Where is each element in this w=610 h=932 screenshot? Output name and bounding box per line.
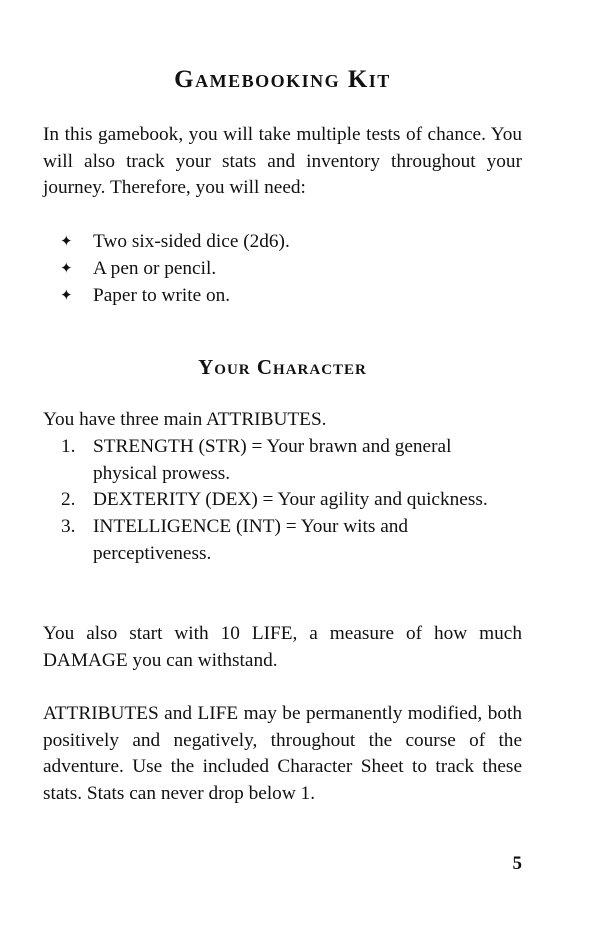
list-item-text: Two six-sided dice (2d6). [93, 231, 290, 252]
list-item-text: A pen or pencil. [93, 258, 217, 279]
list-item-text: INTELLIGENCE (INT) = Your wits and perceptiveness. [93, 516, 409, 564]
list-item-number: 1. [61, 436, 76, 457]
list-item-number: 2. [61, 489, 76, 511]
character-heading: Your Character [198, 355, 367, 379]
kit-intro-paragraph: In this gamebook, you will take multiple tests of chance. You will also track your stats and inventory throughout your journey. Therefore, you will need: [43, 124, 522, 199]
list-item [43, 282, 522, 309]
life-paragraph: You also start with 10 LIFE, a measure of how much DAMAGE you can withstand. [43, 623, 522, 671]
four-pointed-star-icon: ✦ [60, 259, 73, 277]
list-item [43, 228, 522, 255]
modify-paragraph: ATTRIBUTES and LIFE may be permanently modified, both positively and negatively, throughout the course of the adventure. Use the included Character Sheet to track these stats. Stats can never drop below 1. [43, 703, 522, 805]
list-item [43, 434, 493, 487]
list-item-text: STRENGTH (STR) = Your brawn and general physical prowess. [93, 436, 452, 484]
kit-heading: Gamebooking Kit [174, 66, 391, 93]
attributes-list [43, 434, 522, 568]
page-number: 5 [512, 853, 522, 874]
list-item [43, 255, 522, 282]
list-item [43, 514, 493, 567]
list-item-text: DEXTERITY (DEX) = Your agility and quickness. [93, 489, 488, 511]
list-item [43, 487, 493, 514]
kit-items-list [43, 228, 522, 309]
character-intro-paragraph: You have three main ATTRIBUTES. [43, 409, 327, 430]
list-item-text: Paper to write on. [93, 285, 231, 306]
book-page [43, 0, 522, 932]
four-pointed-star-icon: ✦ [60, 232, 73, 250]
list-item-number: 3. [61, 516, 76, 538]
four-pointed-star-icon: ✦ [60, 286, 73, 304]
